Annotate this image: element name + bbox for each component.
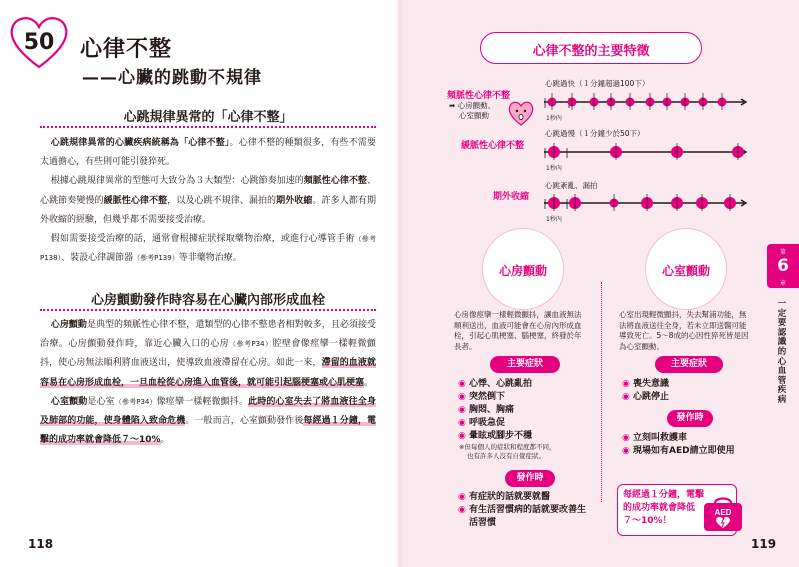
text-run: 。心律不整的種類很多，有些不需要太過擔心，有些則可能引發猝死。 bbox=[40, 138, 376, 168]
text-run: 心室顫動 bbox=[50, 396, 88, 407]
paragraph bbox=[40, 316, 376, 393]
text-run: 緩脈性心律不整 bbox=[103, 195, 168, 206]
chapter-prefix: 第 bbox=[779, 249, 786, 256]
aed-callout-text: 每經過１分鐘，電擊的成功率就會降低７〜10%！ bbox=[623, 490, 705, 526]
list-item: ◉ 心跳停止 bbox=[622, 392, 670, 402]
paragraph bbox=[40, 230, 376, 268]
atrial-onset-tag: 發作時 bbox=[505, 470, 555, 487]
text-run: 心房顫動 bbox=[50, 320, 87, 330]
list-item: ◉ 有症狀的話就要就醫 bbox=[458, 492, 551, 502]
text-run: 期外收縮 bbox=[276, 195, 313, 206]
one-second-label: 1秒內 bbox=[546, 115, 562, 122]
ecg-label-fast: 心跳過快（１分鐘超過100下） bbox=[545, 79, 650, 88]
feature-header: 心律不整的主要特徵 bbox=[532, 44, 650, 59]
section-number: 50 bbox=[23, 30, 55, 55]
list-item: ◉ 喪失意識 bbox=[622, 379, 670, 389]
atrial-symptoms-tag: 主要症狀 bbox=[490, 356, 560, 373]
paragraph bbox=[40, 134, 376, 172]
dotted-divider bbox=[40, 309, 376, 311]
list-item: ◉ 心悸、心跳亂拍 bbox=[458, 379, 533, 389]
list-item: ◉ 呼吸急促 bbox=[458, 418, 506, 428]
text-run: 「心律不整」 bbox=[179, 138, 230, 148]
heart-character-icon bbox=[506, 98, 536, 128]
section-heading-2: 心房顫動發作時容易在心臟內部形成血栓 bbox=[90, 293, 325, 308]
highlighted-text: 每經過１分鐘，電擊的成功率就會降低７〜10% bbox=[40, 416, 376, 446]
text-run: 是典型的頻脈性心律不整，還類型的心律不整患者相對較多，且必須接受治療。心房顫動發作時，靠近心臟入口的心房 bbox=[40, 320, 376, 350]
text-run: 等非藥物治療。 bbox=[178, 253, 242, 264]
highlighted-text: 此時的心室失去了將血液往全身及肺部的功能，使身體陷入致命危機 bbox=[40, 396, 376, 427]
atrial-onset-list bbox=[458, 491, 588, 530]
text-run: 像痙攣一樣輕微顫抖。 bbox=[156, 396, 249, 407]
ecg-strip-irregular bbox=[542, 191, 748, 213]
text-run: 。一般而言，心室顫動發作後 bbox=[185, 416, 304, 427]
text-run: 。許多人都有期外收縮的經驗，但幾乎都不需要接受治療。 bbox=[40, 195, 376, 225]
ventricular-symptoms-tag: 主要症狀 bbox=[655, 356, 723, 373]
aed-icon-label: AED bbox=[714, 508, 732, 517]
feature-sub-1: ➡ 心房顫動、 bbox=[449, 101, 496, 110]
text-run: 根據心跳規律異常的型態可大致分為３大類型：心跳節奏加速的 bbox=[50, 176, 304, 187]
atrial-description: 心房像痙攣一樣輕微顫抖，讓血液無法順利送出，血液可能會在心房內形成血栓，引起心肌梗塞、腦梗塞，終發於年長者。 bbox=[454, 310, 582, 351]
feature-label-tachy: 頻脈性心律不整 bbox=[447, 91, 511, 101]
atrial-title: 心房顫動 bbox=[498, 264, 547, 278]
text-run: 、裝設心律調節器 bbox=[61, 253, 134, 264]
ecg-label-slow: 心跳過慢（１分鐘少於50下） bbox=[545, 129, 645, 138]
section-heading-1: 心跳規律異常的「心律不整」 bbox=[123, 110, 293, 125]
list-item: ◉ 立刻叫救護車 bbox=[622, 433, 688, 443]
list-item: ◉ 有生活習慣病的話就要改善生活習慣 bbox=[458, 505, 587, 528]
page-reference: （參考P34） bbox=[114, 397, 157, 406]
list-item: ◉ 突然倒下 bbox=[458, 392, 506, 402]
ecg-strip-slow bbox=[542, 140, 748, 162]
ventricular-onset-tag: 發作時 bbox=[667, 410, 713, 427]
text-run: 、心跳節奏變慢的 bbox=[40, 176, 376, 206]
dotted-divider bbox=[40, 126, 376, 128]
text-run: 。 bbox=[364, 377, 374, 388]
text-run: 。 bbox=[160, 435, 170, 446]
paragraph bbox=[40, 393, 376, 451]
text-run: 頻脈性心律不整 bbox=[303, 176, 367, 187]
feature-sub-2: 心室顫動 bbox=[459, 111, 489, 120]
ventricular-title: 心室顫動 bbox=[661, 264, 710, 278]
highlighted-text: 滯留的血液就容易在心房形成血栓，一旦血栓從心房進入血管後，就可能引起腦梗塞或心肌梗塞 bbox=[40, 358, 376, 388]
page-reference: （參考P139） bbox=[133, 254, 179, 263]
one-second-label: 1秒內 bbox=[546, 165, 562, 172]
text-run: 心跳規律異常的心臟疾病統稱為 bbox=[50, 138, 180, 148]
ecg-strip-fast bbox=[542, 90, 748, 112]
text-run: 腔壁會像痙攣一樣輕微顫抖，使心房無法順利將血液送出，使導致血液滯留在心房。如此一來， bbox=[40, 339, 376, 369]
aed-icon bbox=[701, 495, 745, 533]
atrial-note-1: ※但每個人的症狀和程度都不同， bbox=[459, 443, 556, 451]
text-run: 是心室 bbox=[87, 396, 115, 407]
chapter-title: 一定要認識的心血管疾病 bbox=[777, 299, 787, 405]
section-body-2 bbox=[40, 316, 376, 450]
atrial-symptom-list bbox=[458, 378, 598, 443]
atrial-note-2: 也有許多人沒有自覺症狀。 bbox=[467, 452, 545, 460]
text-run: ，以及心跳不規律、漏拍的 bbox=[167, 195, 277, 206]
ventricular-symptom-list bbox=[622, 378, 752, 404]
chapter-suffix: 章 bbox=[779, 280, 786, 287]
list-item: ◉ 胸悶、胸痛 bbox=[458, 405, 515, 415]
book-gutter bbox=[396, 0, 404, 567]
page-title: 心律不整 bbox=[80, 37, 173, 62]
ventricular-description: 心室出現輕微顫抖，失去幫浦功能，無法將血液送往全身，若未立即送醫可能導致死亡。5〜8成的心因性猝死皆是因為心室顫動。 bbox=[619, 310, 749, 351]
page-reference: （參考P138） bbox=[40, 235, 376, 263]
list-item: ◉ 現場如有AED請立即使用 bbox=[622, 446, 735, 456]
feature-label-brady: 緩脈性心律不整 bbox=[461, 141, 525, 151]
one-second-label: 1秒內 bbox=[546, 216, 562, 223]
section-body-1 bbox=[40, 134, 376, 268]
paragraph bbox=[40, 172, 376, 230]
chapter-number: 6 bbox=[777, 256, 789, 276]
ventricular-onset-list bbox=[622, 432, 762, 458]
text-run: 假如需要接受治療的話，通常會根據症狀採取藥物治療，或進行心導管手術 bbox=[50, 234, 355, 245]
page-subtitle: ——心臟的跳動不規律 bbox=[82, 68, 262, 88]
column-divider bbox=[601, 282, 602, 502]
list-item: ◉ 暈眩或腳步不穩 bbox=[458, 431, 533, 441]
page-number-left: 118 bbox=[28, 537, 54, 551]
ecg-label-irregular: 心跳紊亂、漏拍 bbox=[545, 181, 598, 190]
page-reference: （參考P34） bbox=[229, 340, 273, 349]
feature-label-extra: 期外收縮 bbox=[493, 192, 530, 202]
page-number-right: 119 bbox=[751, 537, 777, 551]
